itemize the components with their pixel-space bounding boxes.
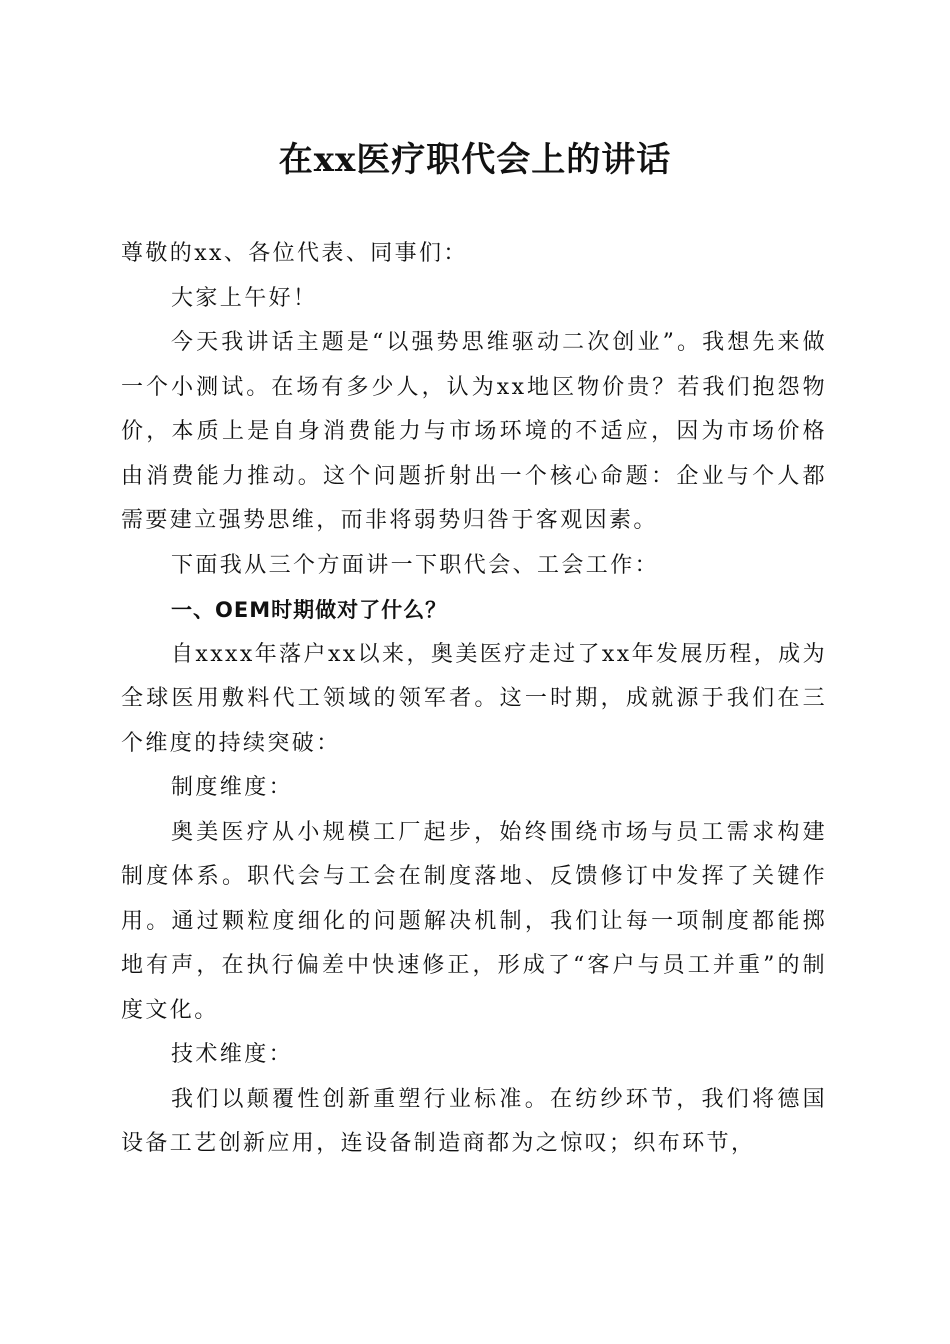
paragraph-outline: 下面我从三个方面讲一下职代会、工会工作：: [171, 552, 660, 578]
subheading-system: 制度维度：: [171, 775, 294, 800]
paragraph-history: 自xxxx年落户xx以来，奥美医疗走过了xx年发展历程，成为全球医用敷料代工领域的领军者。这一时期，成就源于我们在三个维度的持续突破：: [121, 641, 827, 756]
salutation: 尊敬的xx、各位代表、同事们：: [121, 241, 468, 266]
paragraph-theme: 今天我讲话主题是“以强势思维驱动二次创业”。我想先来做一个小测试。在场有多少人，认为xx地区物价贵？若我们抱怨物价，本质上是自身消费能力与市场环境的不适应，因为市场价格由消费能力推动。这个问题折射出一个核心命题：企业与个人都需要建立强势思维，而非将弱势归咎于客观因素。: [121, 330, 827, 533]
paragraph-system: 奥美医疗从小规模工厂起步，始终围绕市场与员工需求构建制度体系。职代会与工会在制度落地、反馈修订中发挥了关键作用。通过颗粒度细化的问题解决机制，我们让每一项制度都能掷地有声，在执行偏差中快速修正，形成了“客户与员工并重”的制度文化。: [121, 819, 827, 1023]
subheading-technology: 技术维度：: [171, 1042, 294, 1067]
greeting: 大家上午好！: [171, 285, 318, 311]
section-heading-oem: 一、OEM时期做对了什么？: [171, 598, 448, 622]
paragraph-technology: 我们以颠覆性创新重塑行业标准。在纺纱环节，我们将德国设备工艺创新应用，连设备制造商都为之惊叹；织布环节，: [121, 1086, 827, 1156]
document-body: [121, 232, 827, 1167]
document-title: 在xx医疗职代会上的讲话: [278, 140, 672, 180]
